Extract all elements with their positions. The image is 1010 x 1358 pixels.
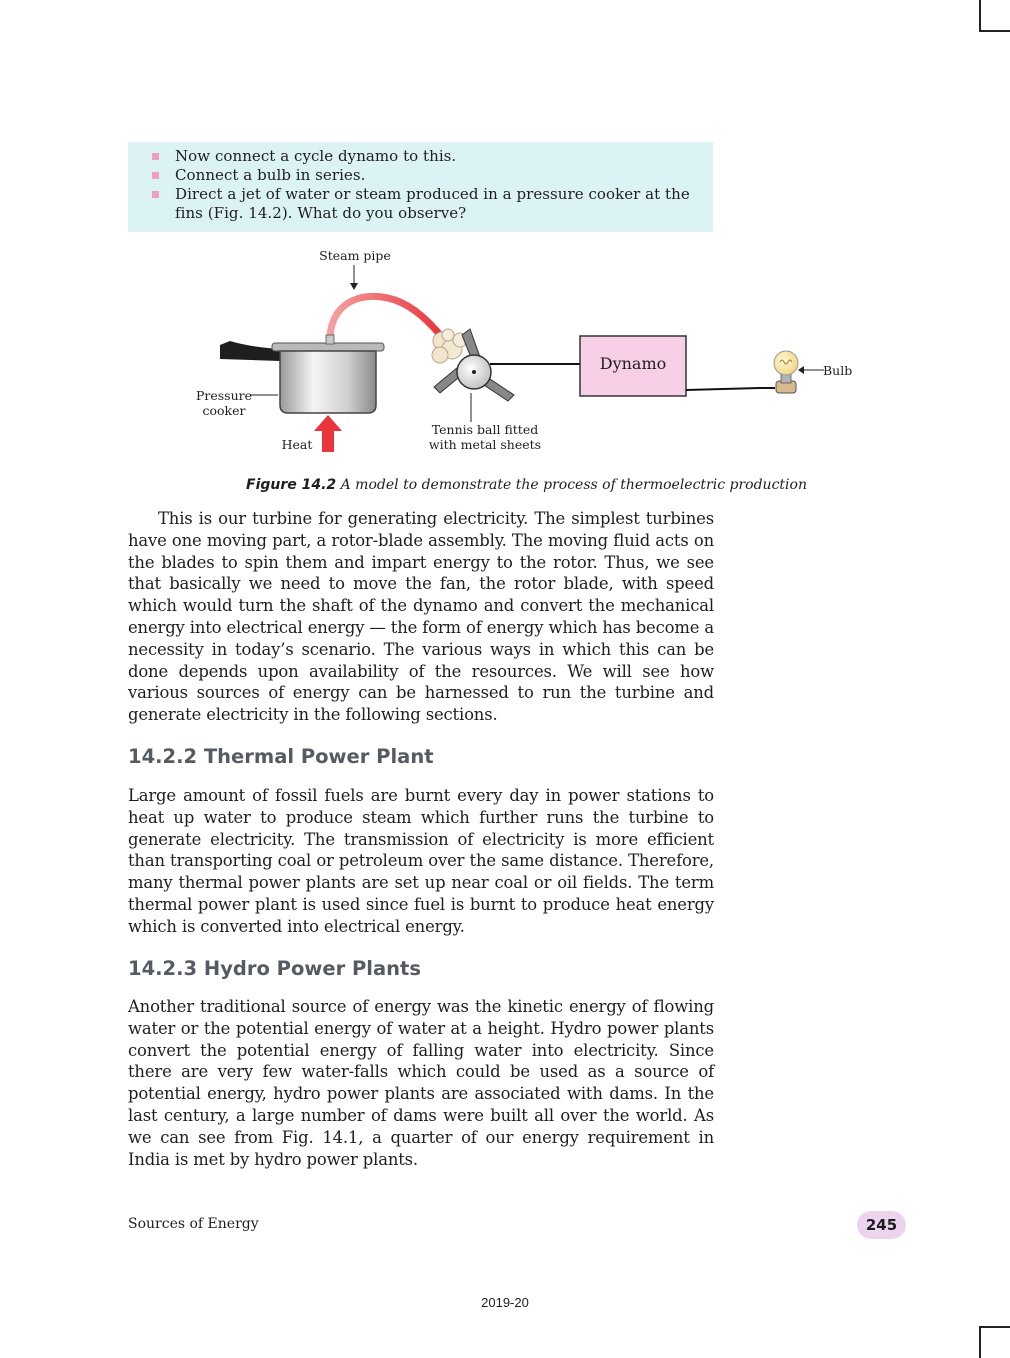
edition-year: 2019-20 [481, 1295, 529, 1310]
figure-number: Figure 14.2 [246, 477, 337, 493]
page-number-badge: 245 [857, 1211, 906, 1239]
arrow-head-icon [350, 283, 358, 290]
section-heading-thermal: 14.2.2 Thermal Power Plant [128, 745, 434, 768]
square-bullet-icon [152, 191, 159, 198]
chapter-title-footer: Sources of Energy [128, 1216, 259, 1232]
heat-label: Heat [281, 437, 313, 452]
square-bullet-icon [152, 153, 159, 160]
activity-item: Direct a jet of water or steam produced in a pressure cooker at the fins (Fig. 14.2). What do you observe? [152, 185, 699, 223]
cooker-handle [220, 341, 280, 361]
body-paragraph-hydro: Another traditional source of energy was the kinetic energy of flowing water or the potential energy of water at a height. Hydro power plants convert the potential energy of falling water into electricity. Since there are very few water-falls which could be used as a source of potential energy, hydro power plants are associated with dams. In the last century, a large number of dams were built all over the world. As we can see from Fig. 14.1, a quarter of our energy requirement in India is met by hydro power plants. [128, 997, 714, 1169]
tennis-ball-label: Tennis ball fitted with metal sheets [428, 422, 542, 452]
activity-list [152, 147, 699, 223]
steam-puff-icon [432, 329, 467, 363]
arrow-head-icon [798, 366, 804, 374]
dynamo-label: Dynamo [599, 354, 667, 373]
bulb-label: Bulb [823, 363, 853, 378]
thermoelectric-model-figure [180, 245, 880, 460]
steam-pipe [330, 296, 442, 337]
activity-item: Connect a bulb in series. [152, 166, 699, 185]
body-paragraph-turbine: This is our turbine for generating electricity. The simplest turbines have one moving part, a rotor-blade assembly. The moving fluid acts on the blades to spin them and impart energy to the rotor. Thus, we see that basically we need to move the fan, the rotor blade, with speed which would turn the shaft of the dynamo and convert the mechanical energy into electrical energy — the form of energy which has become a necessity in today’s scenario. The various ways in which this can be done depends upon availability of the resources. We will see how various sources of energy can be harnessed to run the turbine and generate electricity in the following sections. [128, 509, 714, 725]
steam-pipe-label: Steam pipe [319, 248, 391, 263]
body-paragraph-thermal: Large amount of fossil fuels are burnt every day in power stations to heat up water to produce steam which further runs the turbine to generate electricity. The transmission of electricity is more efficient than transporting coal or petroleum over the same distance. Therefore, many thermal power plants are set up near coal or oil fields. The term thermal power plant is used since fuel is burnt to produce heat energy which is converted into electrical energy. [128, 786, 714, 936]
bulb-icon [774, 351, 798, 393]
cooker-pot [280, 351, 376, 413]
figure-caption [128, 477, 913, 493]
figure-caption-text: A model to demonstrate the process of thermoelectric production [340, 477, 807, 493]
activity-item: Now connect a cycle dynamo to this. [152, 147, 699, 166]
square-bullet-icon [152, 172, 159, 179]
activity-box [128, 142, 713, 232]
cooker-whistle [326, 335, 334, 344]
bulb-wire [686, 388, 775, 390]
section-heading-hydro: 14.2.3 Hydro Power Plants [128, 957, 421, 980]
pressure-cooker-label: Pressure cooker [195, 388, 253, 418]
crop-mark-bottom-right [979, 1326, 1010, 1358]
crop-mark-top-right [979, 0, 1010, 32]
